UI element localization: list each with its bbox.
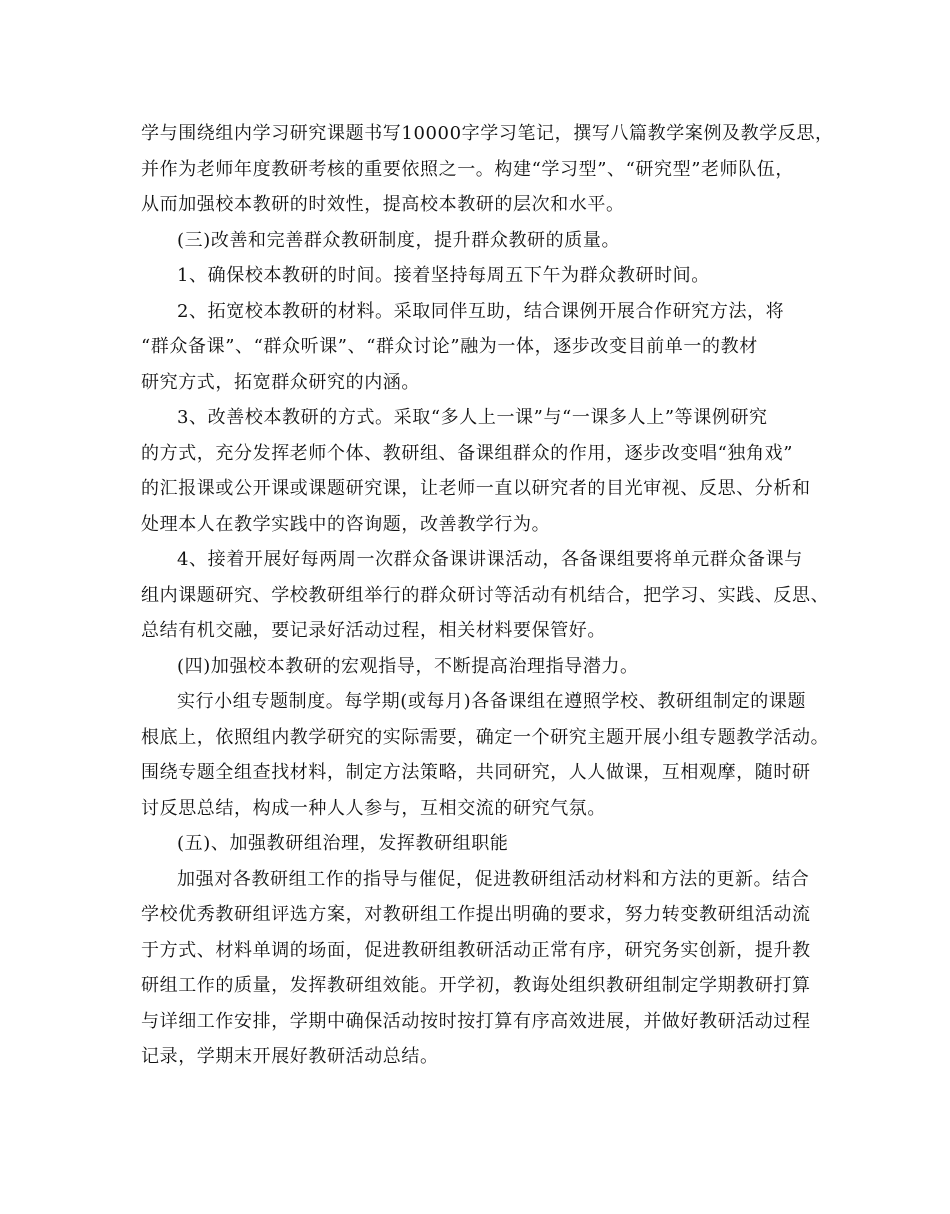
text-line: 并作为老师年度教研考核的重要依照之一。构建“学习型”、“研究型”老师队伍， [141, 158, 795, 180]
text-line: 研究方式，拓宽群众研究的内涵。 [141, 371, 420, 393]
section-heading: (五)、加强教研组治理，发挥教研组职能 [177, 833, 509, 854]
text-line: 围绕专题全组查找材料，制定方法策略，共同研究，人人做课，互相观摩，随时研 [141, 762, 811, 783]
text-line: 3、改善校本教研的方式。采取“多人上一课”与“一课多人上”等课例研究 [177, 407, 768, 428]
text-line: 记录，学期末开展好教研活动总结。 [141, 1046, 439, 1067]
text-line: 组内课题研究、学校教研组举行的群众研讨等活动有机结合，把学习、实践、反思、 [141, 584, 830, 606]
text-line: 于方式、材料单调的场面，促进教研组教研活动正常有序，研究务实创新，提升教 [141, 939, 811, 961]
text-line: 学与围绕组内学习研究课题书写10000字学习笔记，撰写八篇教学案例及教学反思， [141, 123, 834, 144]
text-line: 4、接着开展好每两周一次群众备课讲课活动，各备课组要将单元群众备课与 [177, 549, 803, 570]
text-line: 实行小组专题制度。每学期(或每月)各备课组在遵照学校、教研组制定的课题 [177, 691, 807, 712]
section-heading: (四)加强校本教研的宏观指导，不断提高治理指导潜力。 [177, 655, 639, 677]
text-line: 1、确保校本教研的时间。接着坚持每周五下午为群众教研时间。 [177, 265, 710, 286]
text-line: 总结有机交融，要记录好活动过程，相关材料要保管好。 [141, 620, 606, 641]
text-line: 加强对各教研组工作的指导与催促，促进教研组活动材料和方法的更新。结合 [177, 868, 810, 890]
text-line: 研组工作的质量，发挥教研组效能。开学初，教诲处组织教研组制定学期教研打算 [141, 975, 811, 996]
text-line: 的汇报课或公开课或课题研究课，让老师一直以研究者的目光审视、反思、分析和 [141, 478, 811, 499]
text-line: 的方式，充分发挥老师个体、教研组、备课组群众的作用，逐步改变唱“独角戏” [141, 442, 794, 464]
text-line: 学校优秀教研组评选方案，对教研组工作提出明确的要求，努力转变教研组活动流 [141, 904, 811, 925]
text-line: 与详细工作安排，学期中确保活动按时按打算有序高效进展，并做好教研活动过程 [141, 1010, 811, 1032]
text-line: 根底上，依照组内教学研究的实际需要，确定一个研究主题开展小组专题教学活动。 [141, 726, 830, 748]
text-line: “群众备课”、“群众听课”、“群众讨论”融为一体，逐步改变目前单一的教材 [141, 336, 758, 357]
section-heading: (三)改善和完善群众教研制度，提升群众教研的质量。 [177, 229, 621, 251]
text-line: 2、拓宽校本教研的材料。采取同伴互助，结合课例开展合作研究方法，将 [177, 300, 785, 322]
document-body [141, 116, 834, 1075]
text-line: 讨反思总结，构成一种人人参与，互相交流的研究气氛。 [141, 797, 606, 819]
text-line: 处理本人在教学实践中的咨询题，改善教学行为。 [141, 513, 551, 535]
text-line: 从而加强校本教研的时效性，提高校本教研的层次和水平。 [141, 194, 625, 215]
